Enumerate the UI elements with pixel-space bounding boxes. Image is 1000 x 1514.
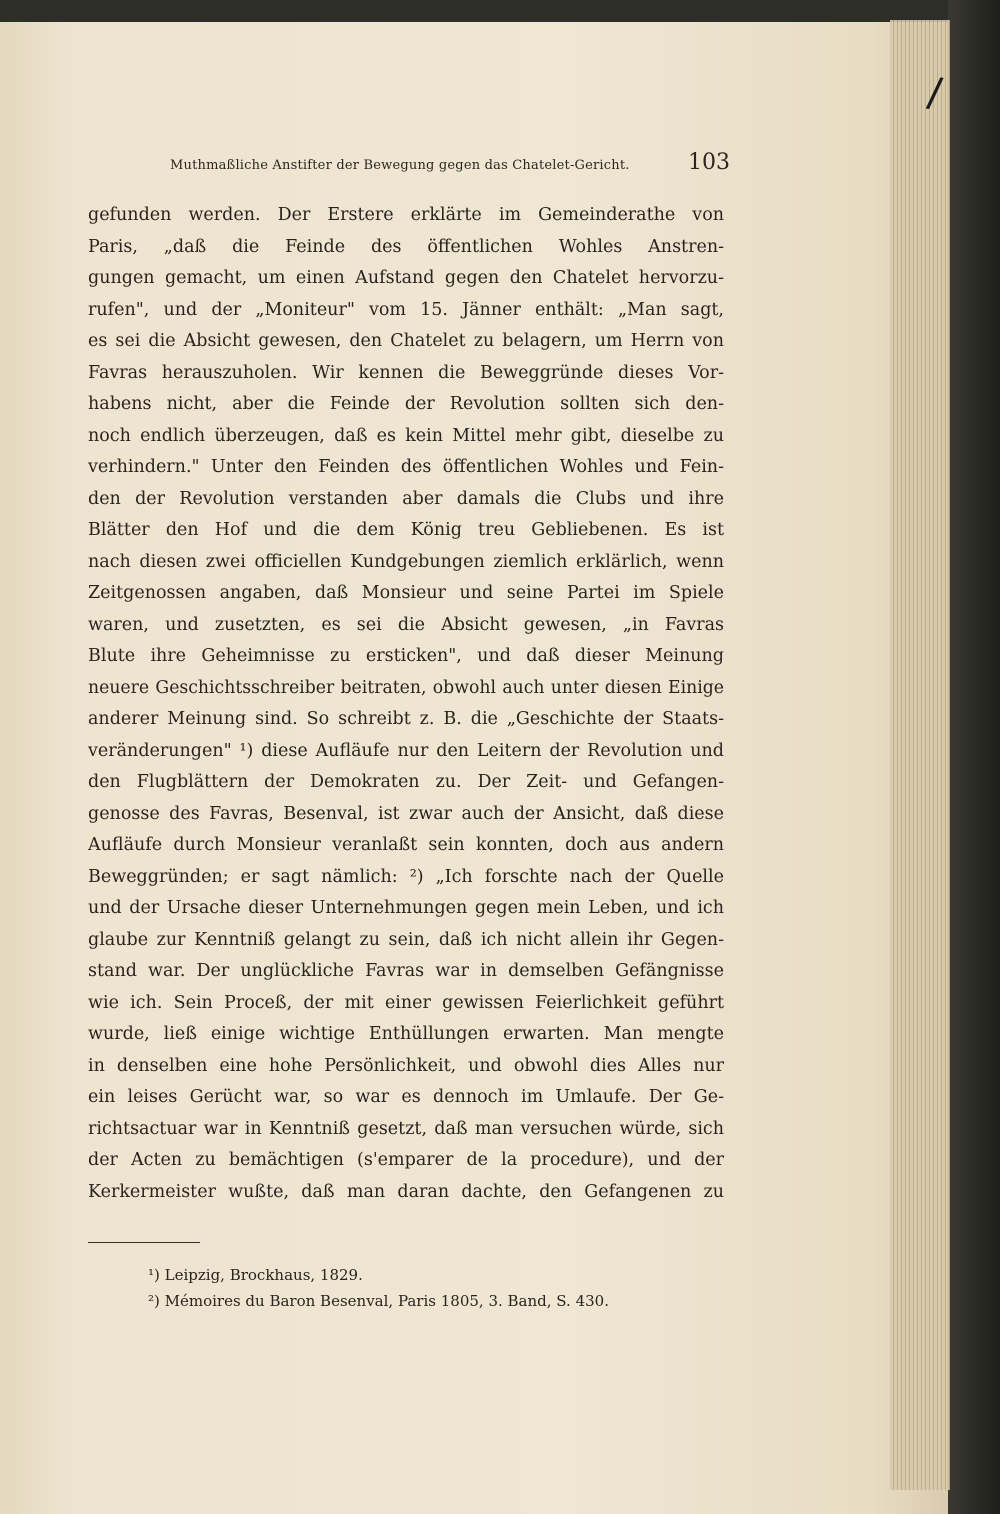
footnote-2: ²) Mémoires du Baron Besenval, Paris 1805, 3. Band, S. 430.: [148, 1292, 609, 1310]
page-number: 103: [688, 150, 730, 175]
text-line: der Acten zu bemächtigen (s'emparer de la procedure), und der: [88, 1150, 724, 1170]
text-line: waren, und zusetzten, es sei die Absicht gewesen, „in Favras: [88, 614, 724, 635]
book-cover-edge: [948, 0, 1000, 1514]
pencil-mark: /: [924, 69, 945, 117]
footnotes: [148, 1262, 708, 1314]
text-line: wie ich. Sein Proceß, der mit einer gewissen Feierlichkeit geführt: [88, 992, 724, 1013]
text-line: Beweggründen; er sagt nämlich: ²) „Ich forschte nach der Quelle: [88, 866, 724, 887]
text-line: anderer Meinung sind. So schreibt z. B. die „Geschichte der Staats-: [88, 709, 724, 729]
footnote-1: ¹) Leipzig, Brockhaus, 1829.: [148, 1266, 363, 1284]
text-line: Blätter den Hof und die dem König treu Gebliebenen. Es ist: [88, 520, 724, 540]
text-line: genosse des Favras, Besenval, ist zwar auch der Ansicht, daß diese: [88, 803, 724, 824]
text-line: Kerkermeister wußte, daß man daran dachte, den Gefangenen zu: [88, 1181, 724, 1202]
text-line: in denselben eine hohe Persönlichkeit, und obwohl dies Alles nur: [88, 1055, 724, 1076]
text-line: den der Revolution verstanden aber damals die Clubs und ihre: [88, 488, 724, 509]
text-line: Blute ihre Geheimnisse zu ersticken", und daß dieser Meinung: [88, 646, 724, 666]
text-line: Favras herauszuholen. Wir kennen die Beweggründe dieses Vor-: [88, 362, 724, 383]
text-line: glaube zur Kenntniß gelangt zu sein, daß ich nicht allein ihr Gegen-: [88, 929, 724, 950]
text-line: veränderungen" ¹) diese Aufläufe nur den Leitern der Revolution und: [88, 740, 724, 761]
running-title: Muthmaßliche Anstifter der Bewegung gegen das Chatelet-Gericht.: [170, 158, 630, 173]
text-line: es sei die Absicht gewesen, den Chatelet zu belagern, um Herrn von: [88, 331, 724, 351]
text-line: noch endlich überzeugen, daß es kein Mittel mehr gibt, dieselbe zu: [88, 425, 724, 446]
text-line: stand war. Der unglückliche Favras war in demselben Gefängnisse: [88, 961, 724, 981]
text-line: den Flugblättern der Demokraten zu. Der Zeit- und Gefangen-: [88, 772, 724, 792]
book-top-edge: [0, 0, 1000, 24]
text-line: Aufläufe durch Monsieur veranlaßt sein konnten, doch aus andern: [88, 835, 724, 855]
text-line: rufen", und der „Moniteur" vom 15. Jänner enthält: „Man sagt,: [88, 299, 724, 320]
text-line: gefunden werden. Der Erstere erklärte im Gemeinderathe von: [88, 205, 724, 225]
footnote-rule: [88, 1242, 200, 1243]
text-line: habens nicht, aber die Feinde der Revolution sollten sich den-: [88, 394, 724, 414]
text-line: richtsactuar war in Kenntniß gesetzt, daß man versuchen würde, sich: [88, 1118, 724, 1139]
text-line: nach diesen zwei officiellen Kundgebungen ziemlich erklärlich, wenn: [88, 551, 724, 572]
text-line: ein leises Gerücht war, so war es dennoch im Umlaufe. Der Ge-: [88, 1087, 724, 1107]
text-line: gungen gemacht, um einen Aufstand gegen den Chatelet hervorzu-: [88, 268, 724, 288]
text-line: Zeitgenossen angaben, daß Monsieur und seine Partei im Spiele: [88, 583, 724, 603]
text-line: Paris, „daß die Feinde des öffentlichen Wohles Anstren-: [88, 236, 724, 257]
text-line: neuere Geschichtsschreiber beitraten, obwohl auch unter diesen Einige: [88, 677, 724, 698]
page-edges: [890, 20, 950, 1490]
text-line: wurde, ließ einige wichtige Enthüllungen erwarten. Man mengte: [88, 1024, 724, 1044]
body-text: [88, 200, 724, 1208]
page-header: [170, 150, 730, 180]
text-line: verhindern." Unter den Feinden des öffentlichen Wohles und Fein-: [88, 457, 724, 477]
text-line: und der Ursache dieser Unternehmungen gegen mein Leben, und ich: [88, 898, 724, 918]
